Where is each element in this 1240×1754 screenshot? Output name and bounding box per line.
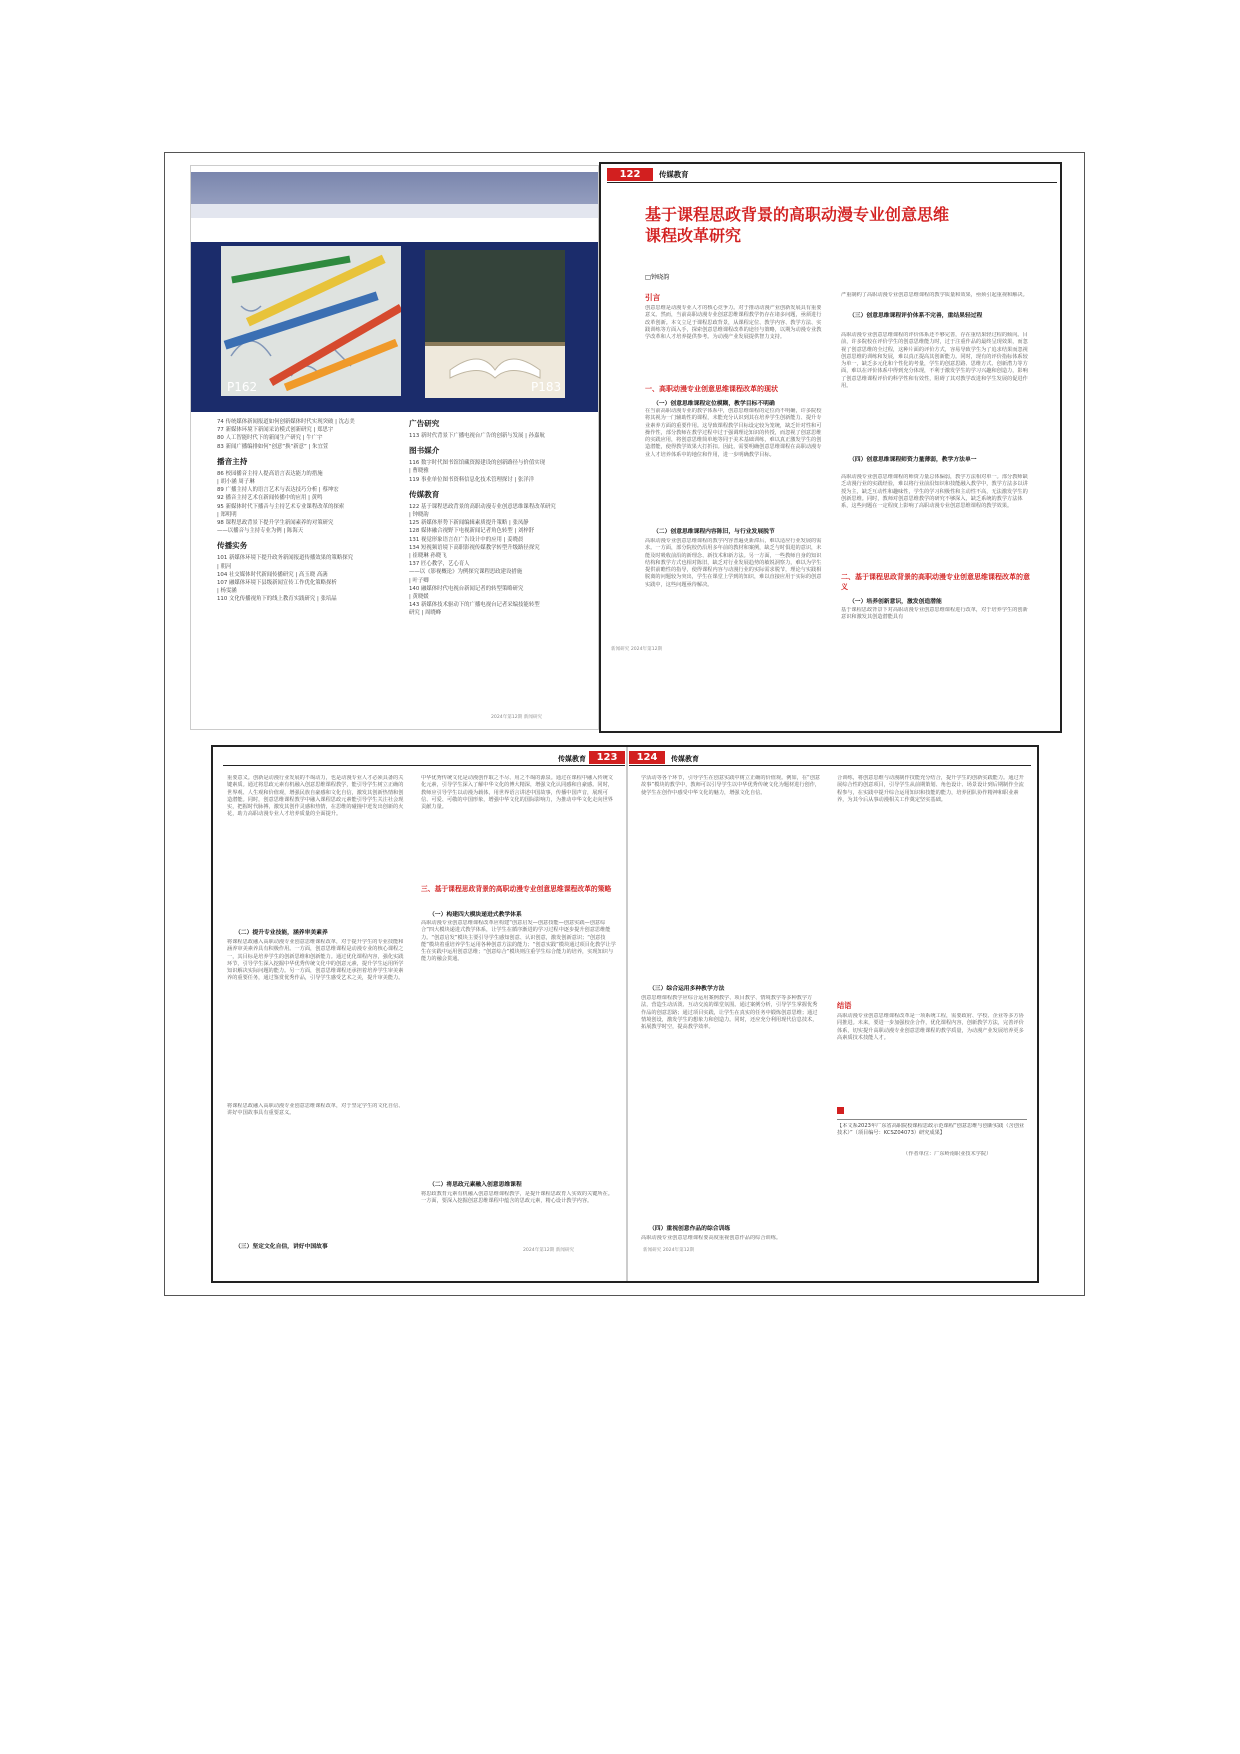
toc-item[interactable]: 86 校园播音主持人提高语言表达能力的措施 [217,470,323,477]
toc-item[interactable]: 101 新媒体环境下提升政务新闻报道传播效果的策略探究 [217,555,353,562]
toc-section-heading: 传播实务 [217,541,248,551]
author-unit: （作者单位：广东岭南职业技术学院） [903,1151,992,1157]
toc-item[interactable]: 122 基于课程思政背景的高职动漫专业创意思维课程改革研究 [409,503,556,510]
toc-item[interactable]: 128 媒体融合视野下电视新闻记者角色转型 | 刘梓舒 [409,528,535,535]
toc-item[interactable]: 110 文化传播视角下的线上教育实践研究 | 张培晶 [217,596,337,603]
toc-item[interactable]: 119 事业单位图书资料信息化技术管理探讨 | 张洋洋 [409,476,535,483]
toc-item[interactable]: 113 新时代背景下广播电视台广告的创新与发展 | 孙嘉航 [409,433,545,439]
fund-note: 【本文系2023年广东省高职院校课程思政示范课程“创意思维与创新实践（含创业技术）”（项目编号：KCSZ04073）研究成果】 [837,1123,1025,1137]
toc-item[interactable]: 89 广播主持人的语言艺术与表达技巧分析 | 蔡坤宏 [217,487,339,494]
subheading-2: （二）创意思维课程内容陈旧，与行业发展脱节 [653,529,775,535]
article-title-line1: 基于课程思政背景的高职动漫专业创意思维 [645,205,950,224]
toc-footer: 2024年第12期 新闻研究 [491,715,543,720]
blackboard-photo [425,250,565,398]
p123-col2-paragraph-b: 高职动漫专业创意思维课程改革应构建“创意启发—创意技能—创意实践—创意综合”四大模块递进式教学体系，让学生在循序渐进的学习过程中逐步提升创意思维能力。“创意启发”模块主要引导学生感知创意、认识创意，激发创新意识；“创意技能”模块着重培养学生运用各种创意方法的能力；“创意实践”模块通过项目化教学让学生在实践中运用创意思维；“创意综合”模块则注重学生综合能力的培养，实现知识与能力的融会贯通。 [421,920,616,963]
subheading-a3: （三）坚定文化自信，讲好中国故事 [235,1244,328,1250]
sub5-paragraph: 基于课程思政背景下对高职动漫专业创意思维课程进行改革，对于培养学生的创新意识和激发其创造潜能具有 [841,607,1028,621]
photo1-page-label: P162 [227,380,258,394]
section-heading-2: 二、基于课程思政背景的高职动漫专业创意思维课程改革的意义 [841,573,1030,591]
article-spread-123-124 [211,745,1039,1283]
header-rule-124 [629,765,1031,766]
pencils-photo [221,246,401,396]
toc-item: | 曹晓雅 [409,468,429,475]
intro-heading: 引言 [645,293,661,302]
section-heading-3: 三、基于课程思政背景的高职动漫专业创意思维课程改革的策略 [421,885,612,893]
toc-page [190,165,599,730]
p123-col1-paragraph-b: 将课程思政融入高职动漫专业创意思维课程改革，对于提升学生的专业技能和涵养审美素养具有积极作用。一方面，创意思维课程是动漫专业的核心课程之一，其目标是培养学生的创新思维和创新能力。通过优化课程内容，强化实践环节，引导学生深入挖掘中华优秀传统文化中的创意元素，提升学生运用所学知识解决实际问题的能力。另一方面，创意思维课程还承担着培养学生审美素养的重要任务，通过鉴赏优秀作品，引导学生感受艺术之美，提升审美能力。 [227,939,404,982]
conclusion-paragraph: 高职动漫专业创意思维课程改革是一项系统工程，需要政府、学校、企业等多方协同推进。未来，要进一步加强校企合作，优化课程内容，创新教学方法，完善评价体系，切实提升高职动漫专业创意思维课程的教学质量，为动漫产业发展培养更多高素质技术技能人才。 [837,1013,1024,1041]
toc-item: | 钟晓韵 [409,512,429,519]
toc-item: | 杨雯涵 [217,588,237,595]
toc-item[interactable]: 125 新媒体形势下新闻编辑素质提升策略 | 张凤静 [409,520,529,527]
toc-item[interactable]: 104 社交媒体时代新闻传播研究 | 高玉晓 高菡 [217,571,328,578]
page-number-tab-123: 123 [589,751,625,764]
toc-item[interactable]: 95 新媒体时代下播音与主持艺术专业课程改革的探索 [217,503,345,510]
p124-col2-paragraph: 合训练，将创意思维与动漫制作技能充分结合，提升学生的创新实践能力。通过开展综合性的创意项目，引导学生从前期策划、角色设计、场景设计到后期制作全流程参与，在实践中提升综合运用知识和技能的能力，培养团队协作精神和职业素养，为其今后从事动漫相关工作奠定坚实基础。 [837,775,1024,803]
p123-col1-paragraph-c: 将课程思政融入高职动漫专业创意思维课程改革，对于坚定学生的文化自信、讲好中国故事具有重要意义。 [227,1103,404,1117]
subheading-b1: （一）构建四大模块递进式教学体系 [429,912,522,918]
p123-col2-paragraph: 中华优秀传统文化是动漫创作取之不尽、用之不竭的源泉。通过在课程中融入传统文化元素，引导学生深入了解中华文化的博大精深，增强文化认同感和自豪感。同时，教师应引导学生以动漫为载体，用世界语言讲述中国故事，传播中国声音，展现可信、可爱、可敬的中国形象，增强中华文化的国际影响力，为推动中华文化走向世界贡献力量。 [421,775,613,811]
toc-item[interactable]: 92 播音主持艺术在新闻传播中的应用 | 黄鸣 [217,495,323,502]
toc-item: | 崔晓琳 孙晓飞 [409,553,447,560]
end-mark-icon [837,1107,844,1114]
subheading-3: （三）创意思维课程评价体系不完善，重结果轻过程 [849,313,983,319]
page-number-tab: 122 [607,168,653,181]
subheading-1: （一）创意思维课程定位模糊，教学目标不明确 [653,401,775,407]
toc-item: 研究 | 周晓峰 [409,610,442,617]
page-122-footer: 新闻研究 2024年第12期 [611,647,663,652]
toc-item: | 黄晓媛 [409,594,429,601]
page-124-footer: 新闻研究 2024年第12期 [643,1248,695,1253]
photo2-page-label: P183 [531,380,562,394]
toc-item[interactable]: 143 新媒体技术驱动下的广播电视台记者采编技能转型 [409,602,540,609]
pencils-illustration [221,246,401,396]
toc-banner-strip [191,204,599,218]
page-123-footer: 2024年第12期 新闻研究 [523,1248,575,1253]
toc-left-column [217,418,407,604]
toc-item[interactable]: 134 短视频语境下高职影视传媒教学转型升级路径探究 [409,544,540,551]
p124-col1-paragraph-c: 高职动漫专业创意思维课程要高度重视创意作品的综合训练。 [641,1235,782,1241]
toc-item: | 郑明明 [217,511,237,518]
sub3-paragraph: 高职动漫专业创意思维课程的评价体系还不够完善，存在重结果轻过程的倾向。目前，许多院校在评价学生的创意思维能力时，过于注重作品的最终呈现效果，而忽视了创意思维的全过程，这种片面的评价方式，容易导致学生为了追求结果而忽视创意思维的训练和发展，难以真正提高其创新能力。同时，现有的评价指标体系较为单一，缺乏多元化和个性化的考量，学生的创意思路、思维方式、创新潜力等方面，难以在评价体系中得到充分体现，不利于激发学生的学习兴趣和创造力，影响了创意思维课程评价的科学性和有效性，阻碍了其对教学改进和学生发展的促进作用。 [841,332,1028,390]
article-page-122 [599,162,1062,733]
toc-item[interactable]: 77 新媒体环境下新闻采访模式创新研究 | 郑思宇 [217,427,334,434]
intro-paragraph: 创意思维是动漫专业人才的核心竞争力。对于推动动漫产业创新发展具有重要意义。然而，当前高职动漫专业创意思维课程教学仍存在诸多问题，亟须进行改革创新。本文立足于课程思政背景，从课程定位、教学内容、教学方法、实践训练等方面入手，探索创意思维课程改革的途径与策略，以期为动漫专业教学改革和人才培养提供参考。为动漫产业发展提供智力支持。 [645,305,822,341]
toc-item: | 胡小涵 周子琳 [217,479,255,486]
article-title-line2: 课程改革研究 [645,226,742,245]
toc-item[interactable]: 131 视觉形象语言在广告设计中的应用 | 姜晓晨 [409,536,524,543]
sub2-paragraph: 高职动漫专业创意思维课程的教学内容普遍更新滞后，难以适应行业发展的需求。一方面，部分院校仍沿用多年前的教材和案例，缺乏与时俱进的意识，未能及时吸收前沿的新理念、新技术和新方法。另一方面，一些教师自身的知识结构和教学方式也相对陈旧，缺乏对行业发展趋势的敏锐洞察力，难以为学生提供前瞻性的指导，使得课程内容与动漫行业的实际需求脱节，理论与实践相脱离的问题较为突出，学生在课堂上学到的知识，难以直接应用于实际的创意实践中，这些问题亟待解决。 [645,538,822,588]
right-col-continued: 严重制约了高职动漫专业创意思维课程的教学质量和效果，亟须引起重视和解决。 [841,292,1028,298]
section-label-124: 传媒教育 [671,755,699,763]
toc-item[interactable]: 83 新闻广播编排如何“创意”换“新意” | 朱宜萱 [217,443,329,450]
toc-item: ——以播音与主持专业为例 | 陈海天 [217,528,304,535]
toc-item[interactable]: 98 课程思政背景下提升学生新闻素养的对策研究 [217,520,334,527]
p124-col1-paragraph: 学活动等各个环节，引导学生在创意实践中树立正确的价值观。例如，在“创意故事”模块的教学中，教师可以引导学生以中华优秀传统文化为题材进行创作，使学生在创作中感受中华文化的魅力，增强文化自信。 [641,775,821,796]
toc-item[interactable]: 107 融媒体环境下县级新闻宣传工作优化策略探析 [217,580,337,587]
sub4-paragraph: 高职动漫专业创意思维课程的师资力量总体偏弱，教学方法相对单一。部分教师缺乏动漫行业的实践经验，难以将行业前沿知识和技能融入教学中，教学方法多以讲授为主，缺乏互动性和趣味性，学生的学习积极性和主动性不高，无法激发学生的创新思维。同时，教师对创意思维教学的研究不够深入，缺乏系统的教学方法体系，这些问题在一定程度上影响了高职动漫专业创意思维课程的教学效果。 [841,474,1028,510]
toc-item[interactable]: 80 人工智能时代下的新闻生产研究 | 牛广宇 [217,435,323,442]
subheading-c4: （四）重视创意作品的综合训练 [649,1226,731,1232]
toc-section-heading: 图书媒介 [409,446,440,456]
toc-item: | 叶子卿 [409,577,429,584]
section-heading-1: 一、高职动漫专业创意思维课程改革的现状 [645,385,778,393]
section-label: 传媒教育 [659,170,689,179]
toc-item[interactable]: 116 数字时代图书馆馆藏资源建设的创新路径与价值实现 [409,460,545,467]
subheading-4: （四）创意思维课程师资力量薄弱，教学方法单一 [849,457,977,463]
note-rule [837,1119,1027,1120]
toc-item: ——以《影视概论》为例探究课程思政建设措施 [409,569,523,576]
header-rule-123 [223,765,625,766]
page-number-tab-124: 124 [629,751,665,764]
toc-item: | 朝河 [217,563,232,570]
spine-divider [626,747,628,1281]
section-label-123: 传媒教育 [558,755,586,763]
header-rule [607,182,1057,183]
subheading-a2: （二）提升专业技能，涵养审美素养 [235,930,328,936]
toc-section-heading: 播音主持 [217,456,248,466]
p123-col2-paragraph-c: 将思政教育元素有机融入创意思维课程教学，是提升课程思政育人实效的关键所在。一方面，要深入挖掘创意思维课程中蕴含的思政元素，精心设计教学内容。 [421,1191,613,1205]
subheading-5: （一）培养创新意识，激发创造潜能 [849,599,942,605]
book-blackboard-illustration [425,250,565,398]
toc-item[interactable]: 137 匠心教学，艺心育人 [409,561,470,568]
sub1-paragraph: 在当前高职动漫专业的教学体系中，创意思维课程的定位尚不明确，许多院校将其视为一门辅助性的课程，未能充分认识到其在培养学生创新能力、提升专业素养方面的重要作用。这导致课程教学目标设定较为笼统，缺乏针对性和可操作性，部分教师在教学过程中过于强调理论知识的传授，而忽视了创意思维的实践应用，将创意思维简单地等同于美术基础训练，难以真正激发学生的创造潜能，使得教学效果大打折扣。因此，需要明确创意思维课程在高职动漫专业人才培养体系中的地位和作用，进一步明确教学目标。 [645,408,822,458]
subheading-b2: （二）将思政元素融入创意思维课程 [429,1182,522,1188]
toc-section-heading: 传媒教育 [409,489,440,499]
conclusion-heading: 结语 [837,1001,852,1010]
article-author: □钟晓韵 [645,274,670,281]
toc-item[interactable]: 74 传统媒体新闻报道如何创新媒体时代实现突破 | 沈志美 [217,419,355,425]
toc-right-column [409,418,589,618]
p124-col1-paragraph-b: 创意思维课程教学应综合运用案例教学、项目教学、情境教学等多种教学方法，营造生动活泼、互动交流的课堂氛围。通过案例分析，引导学生掌握优秀作品的创意思路；通过项目实践，让学生在真实的任务中锻炼创意思维；通过情境创设，激发学生的想象力和创造力。同时，还应充分利用现代信息技术，拓展教学时空，提高教学效率。 [641,995,818,1031]
subheading-c3: （三）综合运用多种教学方法 [649,986,725,992]
p123-col1-paragraph: 重要意义。创新是动漫行业发展的不竭动力，也是动漫专业人才必须具备的关键素质。通过将思政元素有机融入创意思维课程教学，能引导学生树立正确的世界观、人生观和价值观，增强民族自豪感和文化自信，激发其创新热情和创造潜能。同时，创意思维课程教学中融入课程思政元素能引导学生关注社会现实，把握时代脉搏，激发其创作灵感和热情，在思维的碰撞中迸发出创新的火花，助力高职动漫专业人才培养质量的全面提升。 [227,775,404,818]
toc-section-heading: 广告研究 [409,419,440,428]
toc-item[interactable]: 140 融媒体时代电视台新闻记者的转型策略研究 [409,585,524,592]
